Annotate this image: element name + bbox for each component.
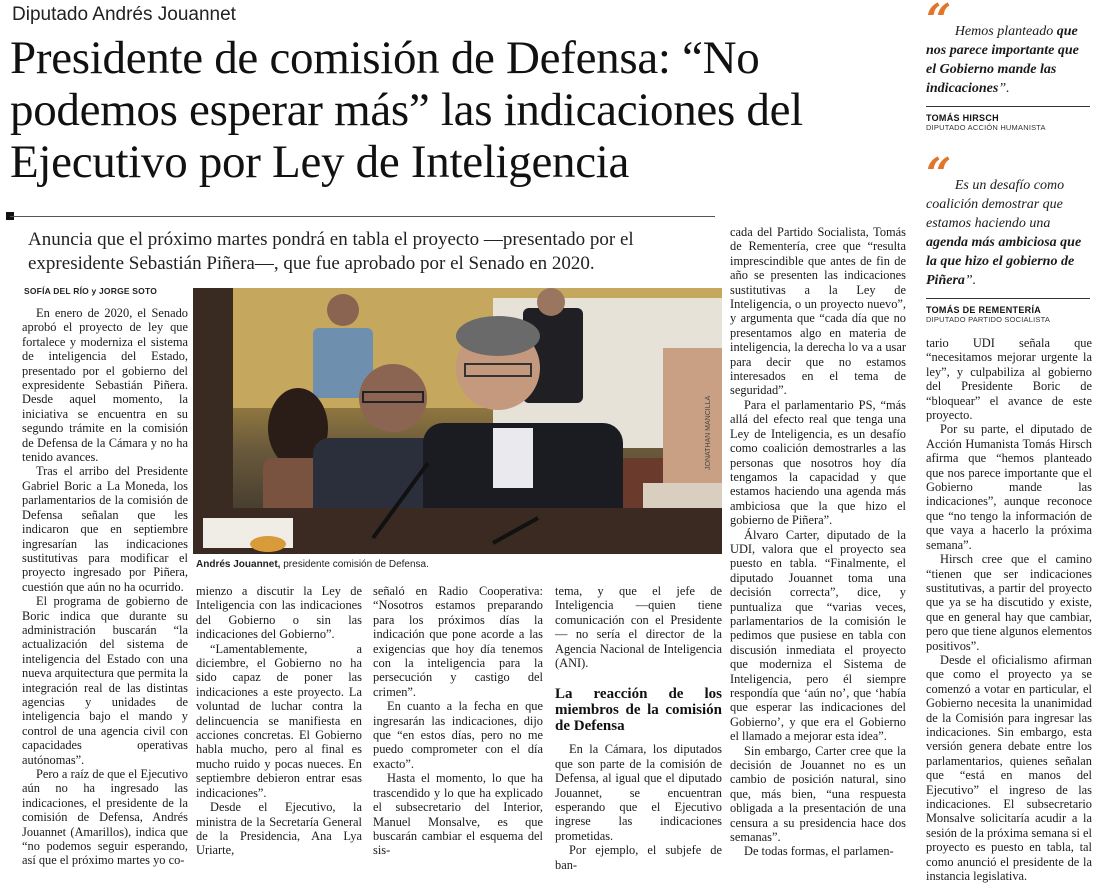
column-6 (926, 336, 1092, 883)
quote-author-role: DIPUTADO ACCIÓN HUMANISTA (926, 123, 1046, 132)
quote-text-bold: agenda más ambiciosa que la que hizo el gobierno de Piñera (926, 235, 1082, 288)
byline: SOFÍA DEL RÍO y JORGE SOTO (24, 286, 158, 296)
photo-illustration (193, 288, 722, 554)
paragraph: Desde el Ejecutivo, la ministra de la Secretaría General de la Presidencia, Ana Lya Uriarte, (196, 800, 362, 858)
quote-text-bold: que nos parece importante que el Gobierno mande las indicaciones (926, 24, 1079, 96)
quote-author: TOMÁS DE REMENTERÍA (926, 305, 1042, 315)
paragraph: cada del Partido Socialista, Tomás de Rementería, cree que “resulta imprescindible que antes de fin de año se presenten las indicaciones sustitutivas a la Ley de Inteligencia, o un proyecto nuevo”, y argumenta que “cada día que no presentamos algo en materia de inteligencia, la derecha lo va a usar para decir que no estamos interesados en el tema de seguridad”. (730, 225, 906, 398)
paragraph: Para el parlamentario PS, “más allá del efecto real que tenga una Ley de Inteligencia, es un desafío como coalición demostrarles a las personas que nosotros hoy día tengamos la capacidad y que estamos haciendo una agenda más ambiciosa que la que hizo el gobierno de Piñera”. (730, 397, 906, 528)
quote-divider (926, 298, 1090, 299)
paragraph: tema, y que el jefe de Inteligencia —quien tiene comunicación con el Presidente— no sería el director de la Agencia Nacional de Inteligencia (ANI). (555, 584, 722, 671)
paragraph: Por su parte, el diputado de Acción Humanista Tomás Hirsch afirma que “hemos planteado que nos parece importante que el Gobierno mande las indicaciones”, aunque reconoce que “no tengo la información de que vaya a hacerlo la próxima semana”. (926, 422, 1092, 552)
paragraph: mienzo a discutir la Ley de Inteligencia con las indicaciones del Gobierno o sin las indicaciones del Gobierno”. (196, 584, 362, 642)
column-2 (196, 584, 362, 858)
caption-text: presidente comisión de Defensa. (280, 559, 429, 570)
caption-name: Andrés Jouannet, (196, 559, 281, 570)
quote-marks-icon: “ (926, 0, 952, 46)
quote-text-post: ”. (964, 273, 977, 288)
quote-author-role: DIPUTADO PARTIDO SOCIALISTA (926, 315, 1051, 324)
pull-quote-1 (926, 0, 1090, 132)
paragraph: tario UDI señala que “necesitamos mejorar urgente la ley”, y culpabiliza al gobierno del Presidente Boric de “bloquear” el avance de este proyecto. (926, 336, 1092, 423)
paragraph: En cuanto a la fecha en que ingresarán las indicaciones, dijo que “en estos días, pero no me puedo comprometer con el día exacto”. (373, 699, 543, 771)
paragraph: Hasta el momento, lo que ha trascendido y lo que ha explicado el subsecretario del Interior, Manuel Monsalve, es que buscarán cambiar el esquema del sis- (373, 771, 543, 858)
header-divider (10, 216, 715, 217)
paragraph: En enero de 2020, el Senado aprobó el proyecto de ley que fortalece y moderniza el sistema de inteligencia del Estado, presentado por el gobierno del expresidente Sebastián Piñera. Desde aquel momento, la iniciativa se encuentra en su segundo trámite en la comisión de Defensa de la Cámara y no ha tenido avances. (22, 306, 188, 465)
quote-text-post: ”. (998, 81, 1010, 96)
paragraph: Sin embargo, Carter cree que la decisión de Jouannet no es un cambio de posición natural, sino que, más bien, “una respuesta obligada a la presentación de una censura a su presidencia hace dos semanas”. (730, 743, 906, 845)
quote-author: TOMÁS HIRSCH (926, 113, 999, 123)
paragraph: Tras el arribo del Presidente Gabriel Boric a La Moneda, los parlamentarios de la comisión de Defensa señalan que les indicaron que en septiembre ingresarían las indicaciones sustitutivas para modificar el proyecto ingresado por Piñera, cuestión que aún no ha ocurrido. (22, 464, 188, 594)
paragraph: Pero a raíz de que el Ejecutivo aún no ha ingresado las indicaciones, el presidente de la comisión de Defensa, Andrés Jouannet (Amarillos), indica que “no podemos seguir esperando, así que el próximo martes yo co- (22, 767, 188, 868)
pull-quote-2 (926, 149, 1090, 324)
section-title: La reacción de los miembros de la comisión de Defensa (555, 686, 722, 735)
article-photo (193, 288, 722, 554)
headline: Presidente de comisión de Defensa: “No podemos esperar más” las indicaciones del Ejecutivo por Ley de Inteligencia (10, 32, 803, 188)
quote-text-pre: Es un desafío como coalición demostrar que estamos haciendo una (926, 178, 1065, 231)
paragraph: El programa de gobierno de Boric indica que durante su administración buscarán “la actualización del sistema de inteligencia del Estado con una nueva arquitectura que permita la integración real de las distintas agencias y unidades de inteligencia bajo el mando y control de una agencia civil con capacidades operativas autónomas”. (22, 594, 188, 767)
quote-divider (926, 106, 1090, 107)
column-3 (373, 584, 543, 858)
photo-caption (196, 559, 716, 570)
paragraph: En la Cámara, los diputados que son parte de la comisión de Defensa, al igual que el diputado Jouannet, se encuentran esperando que el Ejecutivo ingrese las indicaciones prometidas. (555, 742, 722, 843)
paragraph: Álvaro Carter, diputado de la UDI, valora que el proyecto sea puesto en tabla. “Finalmente, el diputado Jouannet toma una decisión correcta”, dice, y puntualiza que “varias veces, parlamentarios de la comisión le pedimos que pusiese en tabla con discusión inmediata el proyecto que moderniza el Sistema de Inteligencia, pero él siempre respondía que ‘aún no’, que ‘había que esperar las indicaciones del Gobierno’, y que era el Gobierno el llamado a mejorar esta idea”. (730, 527, 906, 744)
column-1 (22, 306, 188, 868)
paragraph: Hirsch cree que el camino “tienen que ser indicaciones sustitutivas, a partir del proyecto que ya se ha discutido y existe, que en general hay que cambiar, pero que tiene algunos elementos positivos”. (926, 552, 1092, 653)
paragraph: Por ejemplo, el subjefe de ban- (555, 843, 722, 872)
column-5 (730, 225, 906, 859)
paragraph: señaló en Radio Cooperativa: “Nosotros estamos preparando para los próximos días la indicación que pone acorde a las exigencias que hoy día tenemos con la inteligencia para la persecución y castigo del crimen”. (373, 584, 543, 699)
paragraph: “Lamentablemente, a diciembre, el Gobierno no ha sido capaz de poner las indicaciones a este proyecto. La voluntad de luchar contra la delincuencia se manifiesta en acciones concretas. El Gobierno habla mucho, pero al final es mucho ruido y pocas nueces. En septiembre debieron entrar esas indicaciones”. (196, 641, 362, 800)
quote-text-pre: Hemos planteado (954, 24, 1057, 39)
kicker: Diputado Andrés Jouannet (12, 4, 236, 25)
paragraph: De todas formas, el parlamen- (744, 844, 894, 859)
quote-marks-icon: “ (926, 149, 952, 200)
subhead: Anuncia que el próximo martes pondrá en tabla el proyecto —presentado por el expresidente Sebastián Piñera—, que fue aprobado por el Senado en 2020. (28, 229, 634, 274)
paragraph: Desde el oficialismo afirman que como el proyecto ya se comenzó a votar en particular, el Gobierno necesita la unanimidad de la Comisión para ingresar las indicaciones. Sin embargo, esta versión genera debate entre los parlamentarios, quienes señalan que “está en manos del Ejecutivo” el ingreso de las indicaciones. El subsecretario Monsalve solicitaría acudir a la sesión de la próxima semana si el proyecto es puesto en tabla, tal como anunció el presidente de la instancia legislativa. (926, 652, 1092, 883)
photo-credit: JONATHAN MANCILLA (705, 395, 712, 470)
